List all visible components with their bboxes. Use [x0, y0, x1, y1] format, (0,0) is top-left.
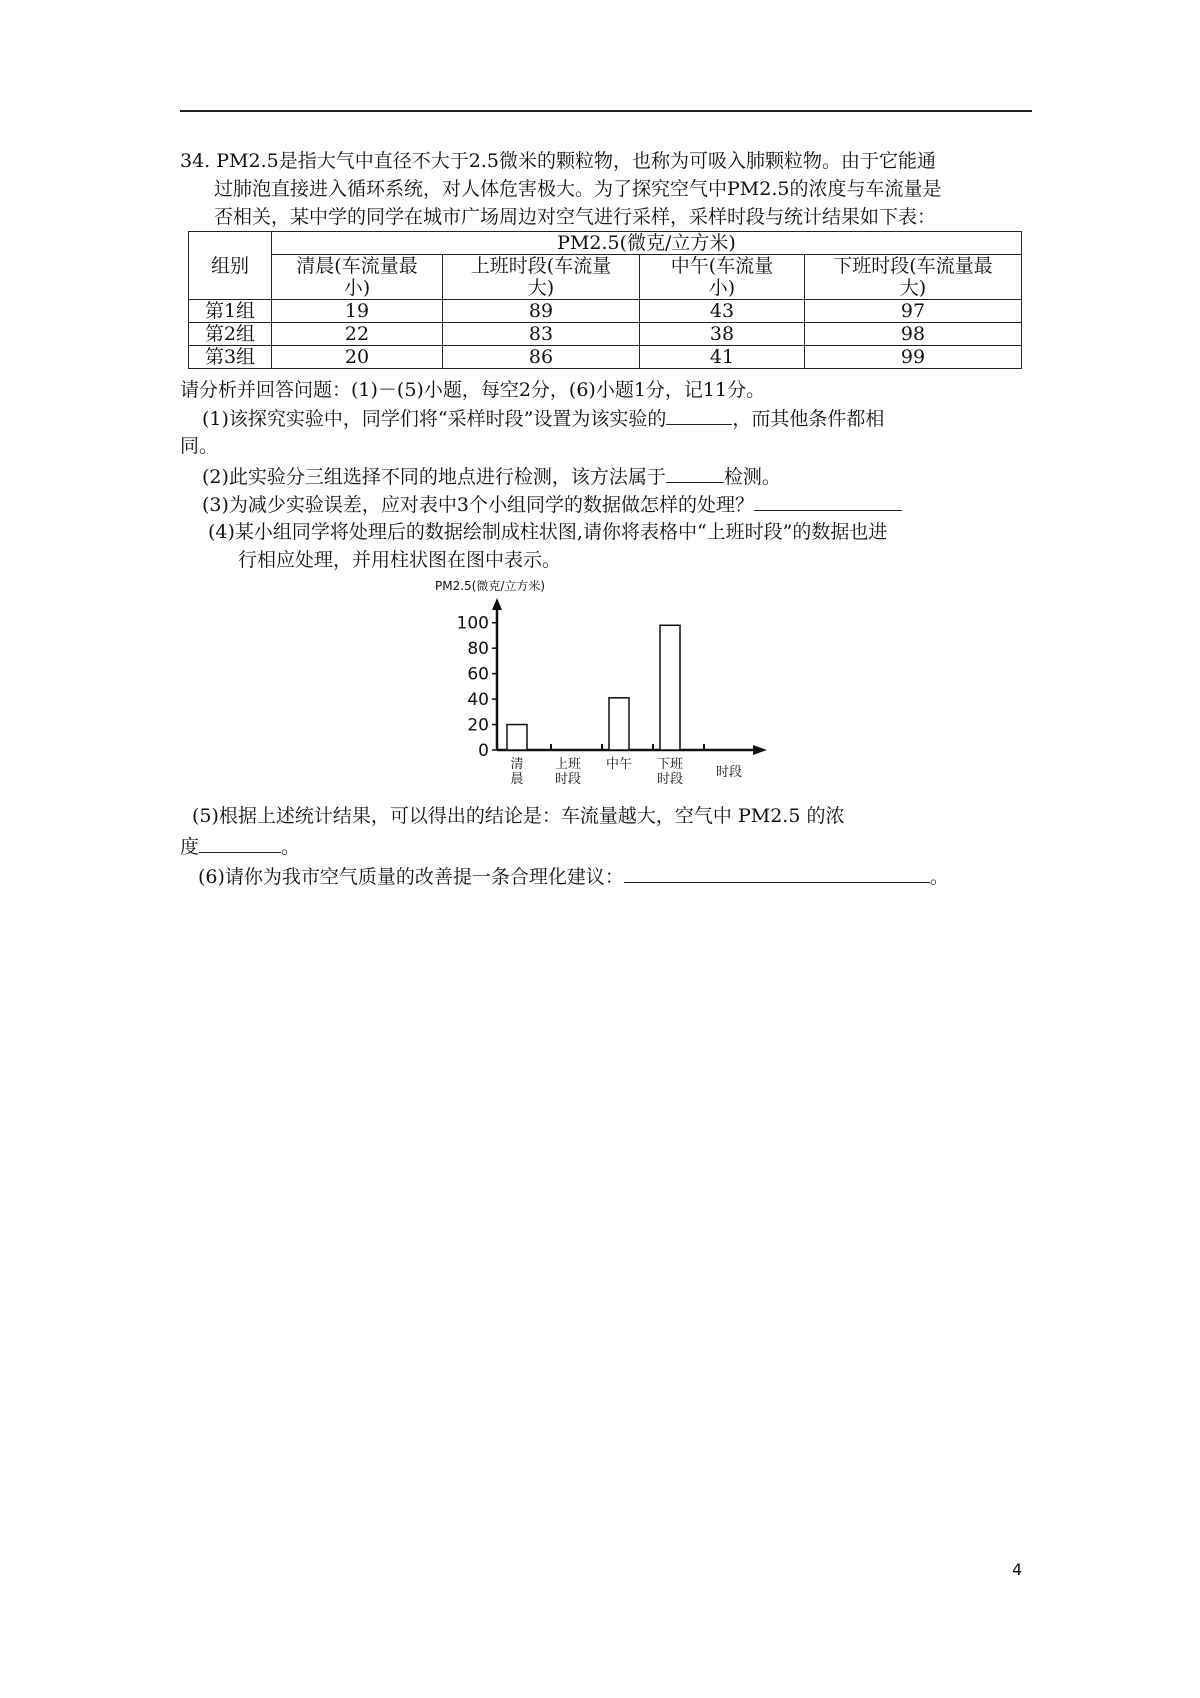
intro-line-1: PM2.5是指大气中直径不大于2.5微米的颗粒物，也称为可吸入肺颗粒物。由于它能通 [216, 150, 936, 172]
table-row [189, 346, 1022, 369]
answer-blank[interactable] [666, 462, 724, 483]
page-number: 4 [1012, 1560, 1023, 1579]
answer-blank[interactable] [754, 490, 902, 511]
answer-blank[interactable] [199, 832, 281, 853]
question-intro [180, 147, 1032, 231]
answer-blank[interactable] [666, 404, 732, 425]
sub-question-5: (5)根据上述统计结果，可以得出的结论是：车流量越大，空气中 PM2.5 的浓 [192, 805, 845, 827]
sub-question-3: (3)为减少实验误差，应对表中3个小组同学的数据做怎样的处理？ [180, 490, 1032, 519]
x-tick-label: 时段 [554, 772, 582, 787]
y-tick-label: 100 [456, 613, 489, 634]
bar [609, 698, 629, 750]
y-axis-arrow [492, 598, 502, 610]
table-cell: 41 [640, 346, 805, 369]
row-label: 第2组 [189, 323, 272, 346]
bar [507, 725, 527, 750]
table-cell: 22 [272, 323, 443, 346]
x-tick-label: 时段 [656, 772, 684, 787]
x-tick-label: 下班 [656, 757, 684, 772]
table-cell: 89 [443, 300, 640, 323]
table-row [189, 300, 1022, 323]
instructions: 请分析并回答问题：(1)－(5)小题，每空2分，(6)小题1分，记11分。 [180, 379, 766, 401]
col-header: 清晨(车流量最 小) [272, 255, 443, 300]
sub-question-6: (6)请你为我市空气质量的改善提一条合理化建议： 。 [180, 862, 1032, 891]
x-axis-arrow [753, 745, 767, 755]
sub-question-4: (4)某小组同学将处理后的数据绘制成柱状图,请你将表格中“上班时段”的数据也进 行相应处理，并用柱状图在图中表示。 [208, 521, 888, 571]
x-tick-label: 清 [510, 757, 524, 772]
sub-question-2: (2)此实验分三组选择不同的地点进行检测，该方法属于 检测。 [180, 462, 1032, 491]
y-tick-label: 80 [467, 639, 489, 660]
pm25-data-table [188, 231, 1022, 369]
answer-blank[interactable] [624, 862, 930, 883]
table-cell: 86 [443, 346, 640, 369]
sub-question-5-cont: 度 。 [180, 832, 1032, 861]
table-cell: 20 [272, 346, 443, 369]
col-header: 中午(车流量 小) [640, 255, 805, 300]
col-header: 上班时段(车流量 大) [443, 255, 640, 300]
sub-question-1-cont: 同。 [180, 435, 219, 457]
table-row [189, 323, 1022, 346]
y-tick-label: 0 [478, 741, 489, 761]
header-rule [180, 110, 1032, 112]
x-tick-label: 晨 [510, 772, 524, 787]
group-header: 组别 [189, 232, 272, 300]
x-tick-label: 中午 [605, 757, 633, 772]
question-number: 34. [180, 150, 211, 172]
sub-question-1: (1)该探究实验中，同学们将“采样时段”设置为该实验的 ，而其他条件都相 [180, 404, 1032, 433]
y-tick-label: 40 [467, 690, 489, 711]
table-cell: 98 [805, 323, 1022, 346]
pm-header: PM2.5(微克/立方米) [272, 232, 1022, 255]
pm25-bar-chart [435, 578, 775, 798]
table-cell: 83 [443, 323, 640, 346]
table-cell: 97 [805, 300, 1022, 323]
table-cell: 43 [640, 300, 805, 323]
y-tick-label: 60 [467, 664, 489, 685]
table-cell: 19 [272, 300, 443, 323]
x-axis-title: 时段 [715, 765, 743, 780]
y-axis-title: PM2.5(微克/立方米) [435, 579, 546, 593]
x-tick-label: 上班 [554, 757, 582, 772]
col-header: 下班时段(车流量最 大) [805, 255, 1022, 300]
bar [660, 625, 680, 750]
y-tick-label: 20 [467, 715, 489, 736]
table-cell: 99 [805, 346, 1022, 369]
intro-line-3: 否相关，某中学的同学在城市广场周边对空气进行采样，采样时段与统计结果如下表： [214, 206, 937, 228]
row-label: 第1组 [189, 300, 272, 323]
row-label: 第3组 [189, 346, 272, 369]
intro-line-2: 过肺泡直接进入循环系统，对人体危害极大。为了探究空气中PM2.5的浓度与车流量是 [214, 178, 942, 200]
table-cell: 38 [640, 323, 805, 346]
